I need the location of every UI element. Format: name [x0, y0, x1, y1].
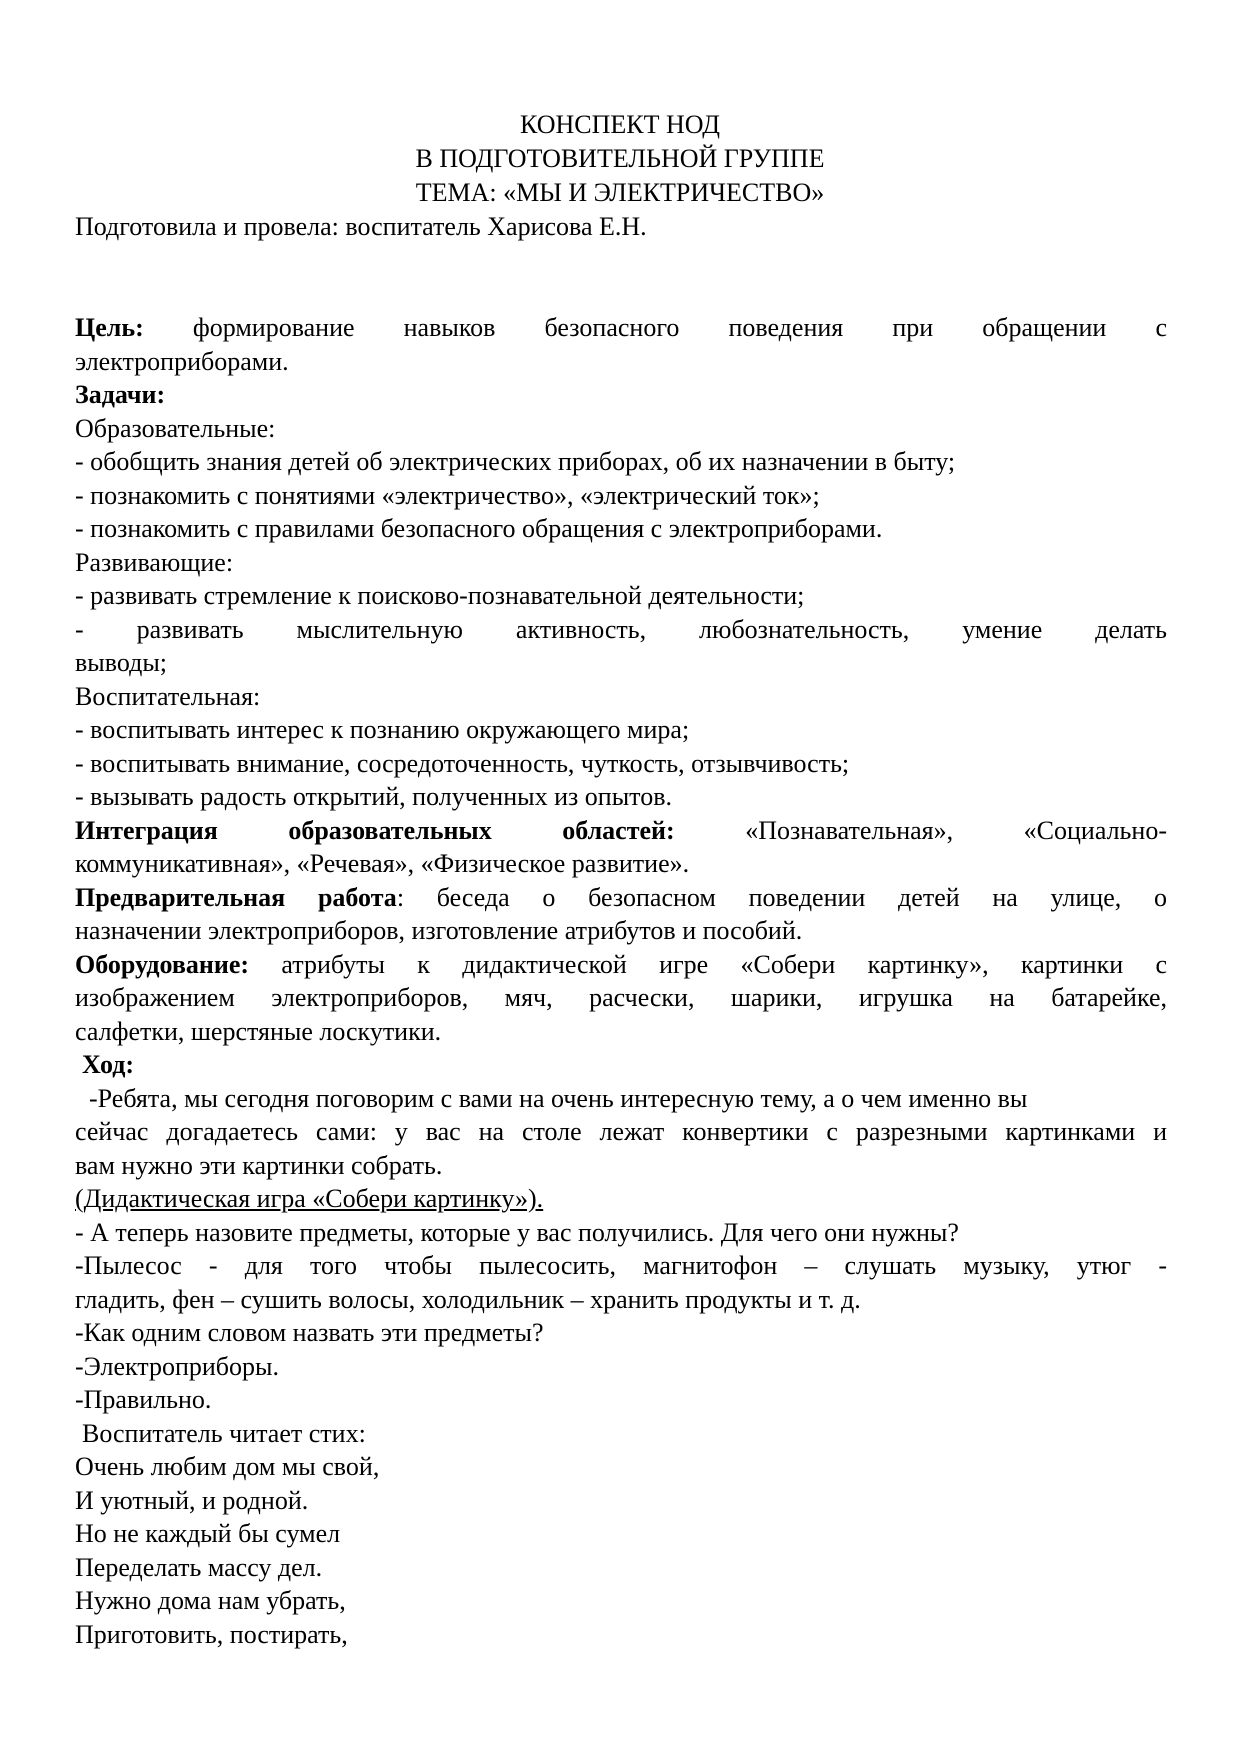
answer-1-line-1: -Пылесос - для того чтобы пылесосить, магнитофон – слушать музыку, утюг -	[75, 1251, 1167, 1280]
poem-line: И уютный, и родной.	[75, 1485, 309, 1515]
tasks-label	[75, 378, 1167, 412]
upbringing-item: - вызывать радость открытий, полученных из опытов.	[75, 782, 672, 811]
course-label	[75, 1048, 1167, 1082]
educational-label: Образовательные:	[75, 413, 276, 443]
question-1: - А теперь назовите предметы, которые у вас получились. Для чего они нужны?	[75, 1217, 959, 1247]
poem-line: Нужно дома нам убрать,	[75, 1586, 346, 1615]
goal-label: Цель:	[75, 313, 144, 342]
answer-1-line-2: гладить, фен – сушить волосы, холодильник – хранить продукты и т. д.	[75, 1284, 861, 1314]
equipment-line-3: салфетки, шерстяные лоскутики.	[75, 1016, 442, 1046]
goal-text-1: формирование навыков безопасного поведения при обращении с	[192, 313, 1167, 342]
upbringing-label: Воспитательная:	[75, 681, 261, 711]
upbringing-item: - воспитывать внимание, сосредоточенность, чуткость, отзывчивость;	[75, 748, 850, 778]
developing-item: - развивать стремление к поисково-познавательной деятельности;	[75, 581, 805, 610]
title-line-1: КОНСПЕКТ НОД	[520, 110, 720, 139]
integration-label: Интеграция образовательных областей:	[75, 815, 675, 845]
title-line-2: В ПОДГОТОВИТЕЛЬНОЙ ГРУППЕ	[415, 144, 825, 173]
educational-item: - познакомить с понятиями «электричество», «электрический ток»;	[75, 480, 820, 510]
prepared-by: Подготовила и провела: воспитатель Харисова Е.Н.	[75, 212, 647, 241]
developing-label: Развивающие:	[75, 547, 234, 577]
poem-line: Приготовить, постирать,	[75, 1619, 348, 1649]
prework-line-1	[75, 881, 1167, 915]
poem-line: Но не каждый бы сумел	[75, 1519, 341, 1548]
poem-line: Переделать массу дел.	[75, 1552, 323, 1582]
title-line-3: ТЕМА: «МЫ И ЭЛЕКТРИЧЕСТВО»	[415, 178, 825, 207]
answer-2: -Электроприборы.	[75, 1351, 279, 1381]
goal-line-1	[75, 311, 1167, 345]
prework-line-2: назначении электроприборов, изготовление атрибутов и пособий.	[75, 916, 803, 945]
document-title	[0, 108, 1240, 210]
developing-item-cont: выводы;	[75, 648, 168, 677]
equipment-label: Оборудование:	[75, 949, 250, 979]
integration-text-1: «Познавательная», «Социально-	[745, 815, 1167, 845]
tasks-label-text: Задачи:	[75, 380, 166, 409]
prework-text-1: : беседа о безопасном поведении детей на улице, о	[396, 882, 1167, 912]
didactic-game: (Дидактическая игра «Собери картинку»).	[75, 1184, 544, 1213]
educational-item: - обобщить знания детей об электрических приборах, об их назначении в быту;	[75, 447, 956, 476]
integration-line-1	[75, 814, 1167, 848]
integration-line-2: коммуникативная», «Речевая», «Физическое развитие».	[75, 849, 690, 878]
confirm: -Правильно.	[75, 1385, 212, 1414]
teacher-reads: Воспитатель читает стих:	[82, 1418, 366, 1448]
equipment-text-1: атрибуты к дидактической игре «Собери картинку», картинки с	[281, 949, 1168, 979]
course-intro-2: сейчас догадаетесь сами: у вас на столе лежат конвертики с разрезными картинками и	[75, 1117, 1167, 1146]
document-body	[75, 311, 1167, 1651]
course-intro-3: вам нужно эти картинки собрать.	[75, 1150, 443, 1180]
course-label-text: Ход:	[82, 1050, 135, 1079]
didactic-game-line	[75, 1182, 1167, 1216]
prework-label: Предварительная работа	[75, 882, 397, 912]
equipment-line-2: изображением электроприборов, мяч, расчески, шарики, игрушка на батарейке,	[75, 983, 1167, 1012]
upbringing-item: - воспитывать интерес к познанию окружающего мира;	[75, 715, 690, 744]
question-2: -Как одним словом назвать эти предметы?	[75, 1318, 544, 1347]
equipment-line-1	[75, 948, 1167, 982]
developing-item: - развивать мыслительную активность, любознательность, умение делать	[75, 614, 1167, 644]
goal-line-2: электроприборами.	[75, 346, 289, 376]
poem-line: Очень любим дом мы свой,	[75, 1452, 380, 1481]
course-intro-1: -Ребята, мы сегодня поговорим с вами на очень интересную тему, а о чем именно вы	[89, 1083, 1028, 1113]
educational-item: - познакомить с правилами безопасного обращения с электроприборами.	[75, 514, 883, 543]
